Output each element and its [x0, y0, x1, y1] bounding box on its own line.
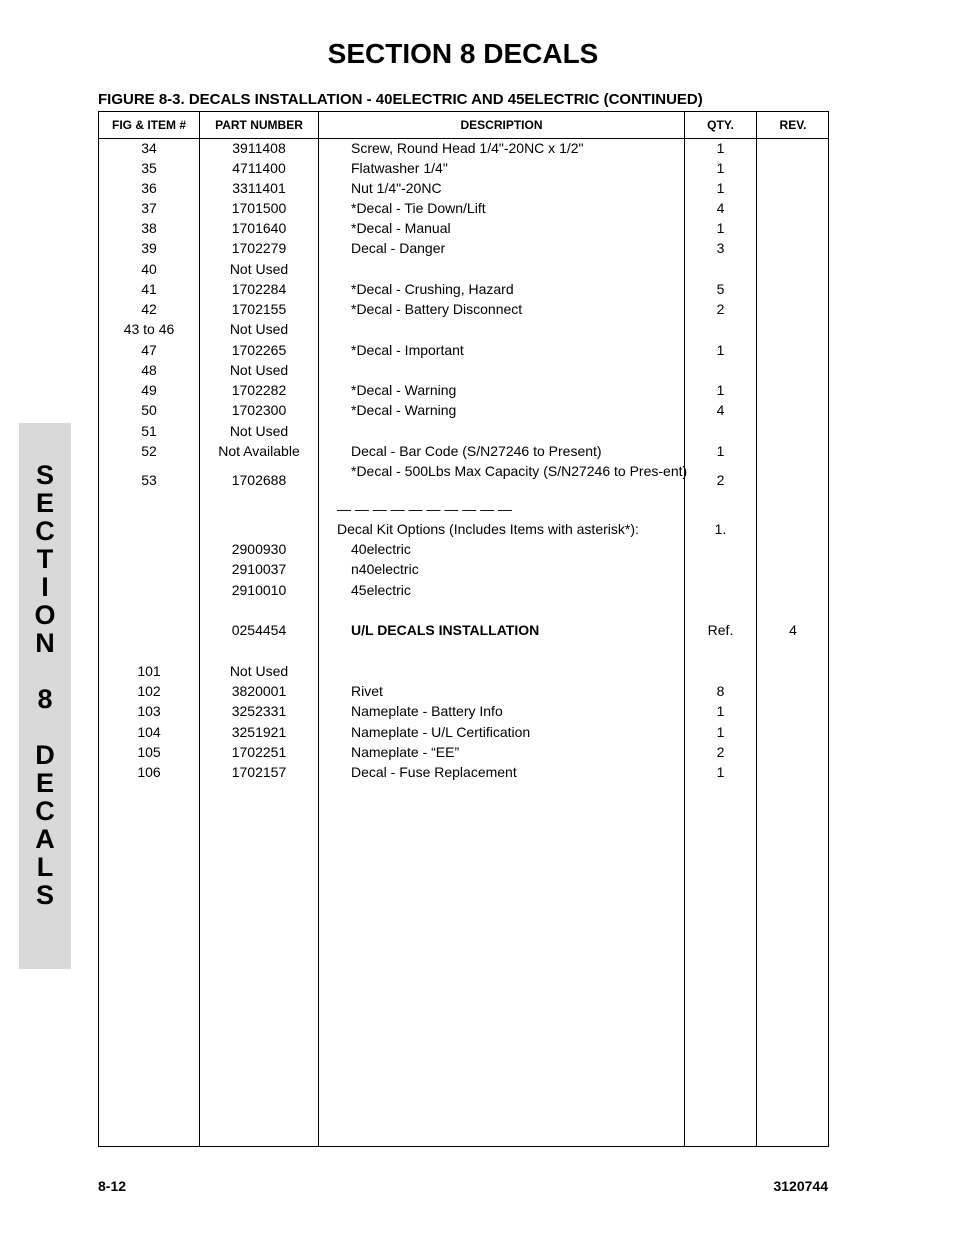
description-cell: *Decal - Warning — [351, 402, 457, 418]
fig-item-cell: 41 — [141, 281, 157, 297]
description-cell: n40electric — [351, 561, 419, 577]
part-number-cell: 0254454 — [231, 622, 287, 638]
side-tab-letter: S — [35, 460, 54, 490]
description-cell: — — — — — — — — — — — [337, 501, 513, 517]
fig-item-cell: 104 — [137, 724, 161, 740]
fig-item-cell: 42 — [141, 301, 157, 317]
table-row — [99, 380, 830, 400]
fig-item-cell: 39 — [141, 240, 157, 256]
part-number-cell: 3820001 — [231, 683, 287, 699]
description-cell: Flatwasher 1/4" — [351, 160, 448, 176]
qty-cell: Ref. — [707, 622, 734, 638]
qty-cell: 2 — [716, 744, 725, 760]
document-number: 3120744 — [773, 1178, 828, 1194]
part-number-cell: 1702282 — [231, 382, 287, 398]
table-row — [99, 701, 830, 721]
qty-cell: 1 — [716, 180, 725, 196]
qty-cell: 1. — [714, 521, 727, 537]
side-tab-letter: L — [36, 852, 54, 882]
header-qty: QTY. — [707, 118, 734, 132]
side-tab-letter: S — [35, 880, 54, 910]
table-row — [99, 218, 830, 238]
fig-item-cell: 101 — [137, 663, 161, 679]
side-tab-letter: 8 — [37, 684, 53, 714]
table-row — [99, 661, 830, 681]
table-row — [99, 360, 830, 380]
fig-item-cell: 102 — [137, 683, 161, 699]
table-row — [99, 539, 830, 559]
fig-item-cell: 50 — [141, 402, 157, 418]
table-row — [99, 340, 830, 360]
table-row — [99, 519, 830, 539]
qty-cell: 4 — [716, 200, 725, 216]
header-description: DESCRIPTION — [460, 118, 543, 132]
part-number-cell: 3252331 — [231, 703, 287, 719]
description-cell: Rivet — [351, 683, 383, 699]
qty-cell: 1 — [716, 160, 725, 176]
description-cell: Screw, Round Head 1/4"-20NC x 1/2" — [351, 140, 584, 156]
side-tab-letter: T — [36, 544, 54, 574]
table-row — [99, 259, 830, 279]
table-row — [99, 559, 830, 579]
table-row — [99, 681, 830, 701]
qty-cell: 1 — [716, 220, 725, 236]
part-number-cell: 3251921 — [231, 724, 287, 740]
description-cell: Decal - Fuse Replacement — [351, 764, 517, 780]
fig-item-cell: 40 — [141, 261, 157, 277]
fig-item-cell: 38 — [141, 220, 157, 236]
qty-cell: 8 — [716, 683, 725, 699]
fig-item-cell: 37 — [141, 200, 157, 216]
fig-item-cell: 51 — [141, 423, 157, 439]
qty-cell: 1 — [716, 764, 725, 780]
side-tab-letter: I — [41, 572, 49, 602]
description-cell: Nameplate - “EE” — [351, 744, 460, 760]
table-row — [99, 158, 830, 178]
description-cell: *Decal - Crushing, Hazard — [351, 281, 514, 297]
side-tab-letter: C — [35, 516, 55, 546]
part-number-cell: Not Used — [229, 321, 289, 337]
fig-item-cell: 52 — [141, 443, 157, 459]
qty-cell: 2 — [716, 472, 725, 488]
fig-item-cell: 53 — [141, 472, 157, 488]
part-number-cell: Not Used — [229, 261, 289, 277]
description-cell: Nameplate - Battery Info — [351, 703, 503, 719]
page-title: SECTION 8 DECALS — [327, 38, 599, 69]
qty-cell: 4 — [716, 402, 725, 418]
table-row — [99, 400, 830, 420]
part-number-cell: 1702300 — [231, 402, 287, 418]
qty-cell: 1 — [716, 382, 725, 398]
fig-item-cell: 103 — [137, 703, 161, 719]
fig-item-cell: 35 — [141, 160, 157, 176]
fig-item-cell: 49 — [141, 382, 157, 398]
description-cell: Decal Kit Options (Includes Items with asterisk*): — [337, 521, 639, 537]
fig-item-cell: 34 — [141, 140, 157, 156]
table-row — [99, 138, 830, 158]
parts-table — [98, 111, 829, 1147]
page-number: 8-12 — [98, 1178, 127, 1194]
part-number-cell: 4711400 — [232, 160, 286, 176]
table-row — [99, 178, 830, 198]
table-row — [99, 762, 830, 782]
rev-cell: 4 — [789, 622, 797, 638]
table-row — [99, 580, 830, 600]
description-cell: 45electric — [351, 582, 411, 598]
fig-item-cell: 47 — [141, 342, 157, 358]
table-row — [99, 620, 830, 640]
part-number-cell: 2910037 — [231, 561, 287, 577]
description-cell: *Decal - 500Lbs Max Capacity (S/N27246 to Pres-ent) — [351, 463, 688, 479]
part-number-cell: 3311401 — [232, 180, 286, 196]
qty-cell: 1 — [716, 140, 725, 156]
part-number-cell: 1702155 — [231, 301, 287, 317]
figure-title: FIGURE 8-3. DECALS INSTALLATION - 40ELECTRIC AND 45ELECTRIC (CONTINUED) — [98, 91, 703, 108]
part-number-cell: 1702251 — [231, 744, 287, 760]
part-number-cell: 2910010 — [231, 582, 287, 598]
qty-cell: 1 — [716, 724, 725, 740]
part-number-cell: 3911408 — [232, 140, 286, 156]
fig-item-cell: 106 — [137, 764, 161, 780]
header-part-number: PART NUMBER — [215, 118, 303, 132]
fig-item-cell: 43 to 46 — [123, 321, 175, 337]
table-row — [99, 742, 830, 762]
side-tab-letter: E — [35, 768, 54, 798]
side-tab-letter: O — [34, 600, 56, 630]
fig-item-cell: 105 — [137, 744, 161, 760]
table-row — [99, 198, 830, 218]
part-number-cell: Not Available — [218, 443, 300, 459]
section-side-tab — [19, 423, 71, 969]
description-cell: 40electric — [351, 541, 411, 557]
part-number-cell: Not Used — [229, 663, 289, 679]
side-tab-letter: C — [35, 796, 55, 826]
table-row — [99, 279, 830, 299]
description-cell: *Decal - Battery Disconnect — [351, 301, 523, 317]
qty-cell: 1 — [716, 342, 725, 358]
table-row — [99, 238, 830, 258]
part-number-cell: 1701500 — [231, 200, 287, 216]
table-row — [99, 299, 830, 319]
side-tab-letter: N — [35, 628, 55, 658]
description-cell: *Decal - Warning — [351, 382, 457, 398]
description-cell: *Decal - Tie Down/Lift — [351, 200, 486, 216]
part-number-cell: 1702284 — [231, 281, 287, 297]
part-number-cell: 1701640 — [231, 220, 287, 236]
part-number-cell: 1702688 — [231, 472, 287, 488]
table-row — [99, 722, 830, 742]
description-cell: Decal - Danger — [351, 240, 446, 256]
qty-cell: 1 — [716, 443, 725, 459]
part-number-cell: 1702279 — [231, 240, 287, 256]
header-fig-item: FIG & ITEM # — [111, 118, 186, 132]
part-number-cell: Not Used — [229, 362, 289, 378]
description-cell: U/L DECALS INSTALLATION — [351, 622, 540, 638]
qty-cell: 3 — [716, 240, 725, 256]
side-tab-letter: A — [35, 824, 55, 854]
qty-cell: 2 — [716, 301, 725, 317]
description-cell: Nut 1/4"-20NC — [351, 180, 442, 196]
table-row — [99, 319, 830, 339]
table-row — [99, 461, 830, 499]
fig-item-cell: 48 — [141, 362, 157, 378]
table-row — [99, 421, 830, 441]
fig-item-cell: 36 — [141, 180, 157, 196]
description-cell: Decal - Bar Code (S/N27246 to Present) — [351, 443, 602, 459]
qty-cell: 5 — [716, 281, 725, 297]
side-tab-letter: D — [35, 740, 55, 770]
part-number-cell: 1702265 — [231, 342, 287, 358]
side-tab-letter: E — [35, 488, 54, 518]
part-number-cell: 2900930 — [231, 541, 287, 557]
description-cell: *Decal - Important — [351, 342, 464, 358]
part-number-cell: Not Used — [229, 423, 289, 439]
description-cell: *Decal - Manual — [351, 220, 451, 236]
header-rev: REV. — [779, 118, 807, 132]
qty-cell: 1 — [716, 703, 725, 719]
table-row — [99, 499, 830, 519]
part-number-cell: 1702157 — [231, 764, 287, 780]
table-row — [99, 441, 830, 461]
description-cell: Nameplate - U/L Certification — [351, 724, 531, 740]
